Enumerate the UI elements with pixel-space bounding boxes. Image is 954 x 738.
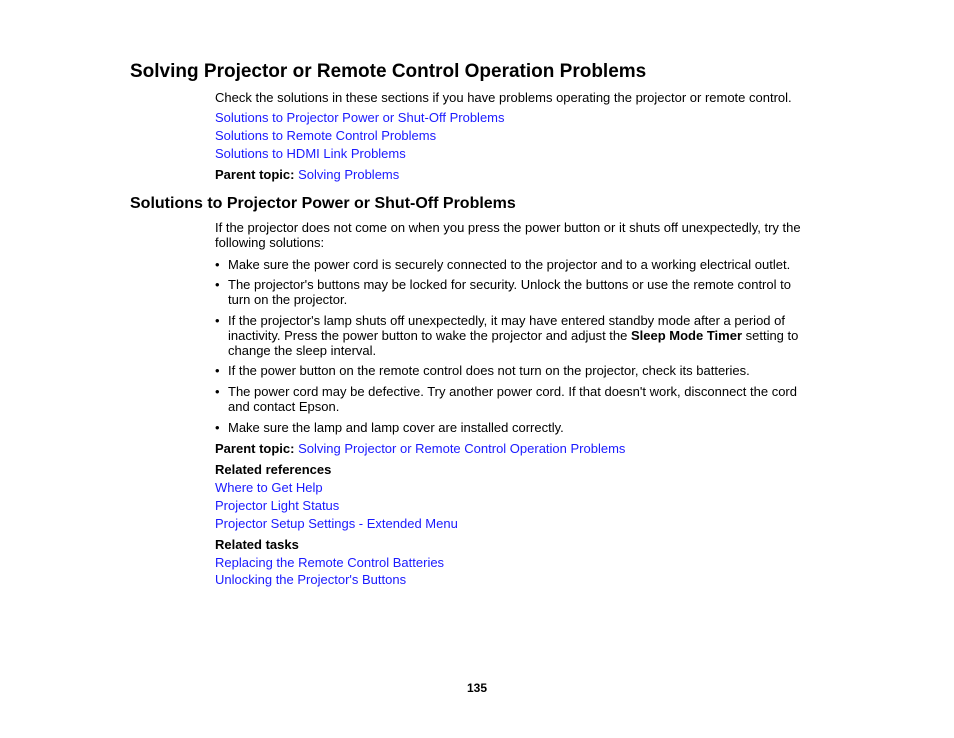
parent-topic-label: Parent topic: [215, 441, 295, 456]
section1-intro: Check the solutions in these sections if you have problems operating the projector or remote control. [215, 90, 792, 105]
link-projector-light-status[interactable]: Projector Light Status [215, 498, 340, 513]
bullet-marker: • [215, 277, 220, 292]
bullet-marker: • [215, 257, 220, 272]
link-remote-control-problems[interactable]: Solutions to Remote Control Problems [215, 128, 437, 143]
list-item-text: change the sleep interval. [228, 343, 377, 358]
page-title: Solving Projector or Remote Control Operation Problems [130, 61, 647, 82]
link-power-shutoff-problems[interactable]: Solutions to Projector Power or Shut-Off Problems [215, 110, 505, 125]
list-item-text: The projector's buttons may be locked for security. Unlock the buttons or use the remote control to [228, 277, 791, 292]
bullet-marker: • [215, 420, 220, 435]
link-hdmi-link-problems[interactable]: Solutions to HDMI Link Problems [215, 146, 406, 161]
bullet-marker: • [215, 384, 220, 399]
related-references-heading: Related references [215, 462, 332, 477]
section1-parent-topic [215, 167, 399, 182]
list-item-text: If the power button on the remote control does not turn on the projector, check its batteries. [228, 363, 750, 378]
section2-intro-line2: following solutions: [215, 235, 325, 250]
list-item-text: and contact Epson. [228, 399, 340, 414]
list-item [228, 277, 818, 307]
link-solving-problems[interactable]: Solving Problems [298, 167, 400, 182]
list-item-text-part: inactivity. Press the power button to wake the projector and adjust the [228, 328, 631, 343]
list-item-text: Make sure the lamp and lamp cover are installed correctly. [228, 420, 564, 435]
link-unlocking-projector-buttons[interactable]: Unlocking the Projector's Buttons [215, 572, 407, 587]
section-heading: Solutions to Projector Power or Shut-Off Problems [130, 195, 516, 212]
list-item [228, 257, 818, 272]
list-item [228, 313, 818, 358]
link-where-to-get-help[interactable]: Where to Get Help [215, 480, 323, 495]
list-item-text-part: setting to [742, 328, 799, 343]
list-item [228, 363, 818, 378]
list-item-text [228, 328, 818, 343]
list-item [228, 420, 818, 435]
parent-topic-label: Parent topic: [215, 167, 295, 182]
link-projector-setup-extended-menu[interactable]: Projector Setup Settings - Extended Menu [215, 516, 458, 531]
list-item-text: If the projector's lamp shuts off unexpectedly, it may have entered standby mode after a period of [228, 313, 785, 328]
bullet-marker: • [215, 363, 220, 378]
list-item-text: Make sure the power cord is securely connected to the projector and to a working electrical outlet. [228, 257, 791, 272]
related-tasks-heading: Related tasks [215, 537, 299, 552]
list-item-text: The power cord may be defective. Try another power cord. If that doesn't work, disconnect the cord [228, 384, 797, 399]
link-replacing-remote-batteries[interactable]: Replacing the Remote Control Batteries [215, 555, 445, 570]
section2-intro-line1: If the projector does not come on when you press the power button or it shuts off unexpectedly, try the [215, 220, 801, 235]
section2-parent-topic [215, 441, 625, 456]
page-number: 135 [466, 681, 488, 695]
link-solving-operation-problems[interactable]: Solving Projector or Remote Control Operation Problems [298, 441, 626, 456]
bullet-marker: • [215, 313, 220, 328]
list-item [228, 384, 818, 414]
setting-name: Sleep Mode Timer [630, 328, 742, 343]
list-item-text: turn on the projector. [228, 292, 348, 307]
